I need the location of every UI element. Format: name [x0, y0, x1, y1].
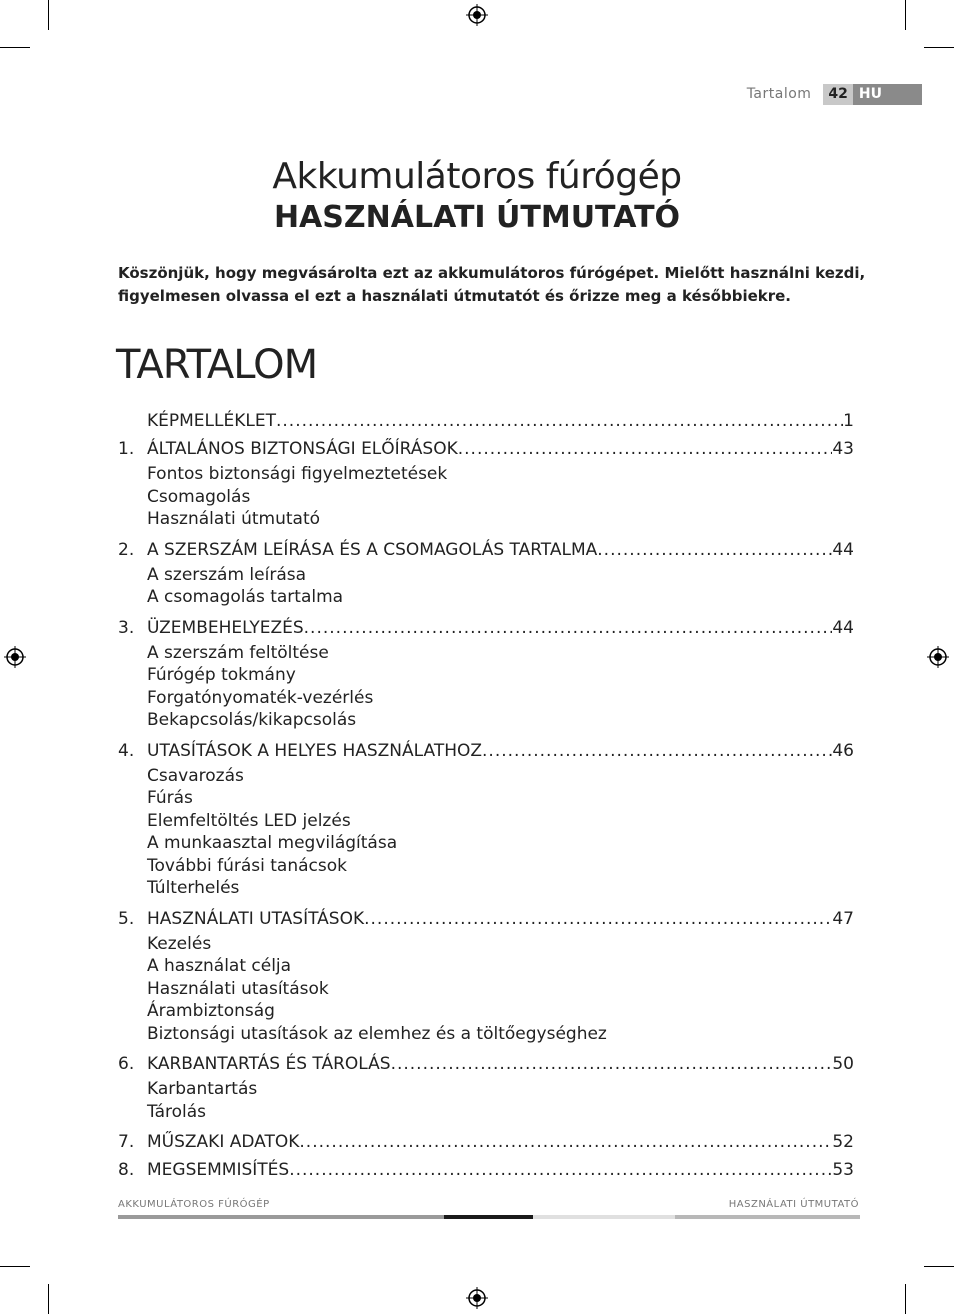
toc-label: ÜZEMBEHELYEZÉS [147, 617, 304, 638]
toc-dot-leader [482, 737, 832, 765]
toc-number: 7. [118, 1132, 135, 1152]
toc-page-number: 1 [843, 411, 854, 431]
toc-main-line[interactable] [118, 1128, 854, 1156]
crop-mark [924, 1266, 954, 1267]
toc-label: MEGSEMMISÍTÉS [147, 1160, 290, 1180]
toc-subentry[interactable]: Elemfeltöltés LED jelzés [147, 810, 351, 831]
toc-main-line[interactable] [118, 737, 854, 765]
toc-label: KÉPMELLÉKLET [147, 411, 276, 431]
toc-main-line[interactable] [118, 1050, 854, 1078]
toc-main-line[interactable] [118, 1156, 854, 1184]
toc-subentry[interactable]: Forgatónyomaték-vezérlés [147, 687, 374, 708]
toc-label: HASZNÁLATI UTASÍTÁSOK [147, 908, 365, 929]
toc-label: A SZERSZÁM LEÍRÁSA ÉS A CSOMAGOLÁS TARTALMA [147, 539, 598, 560]
toc-page-number: 43 [832, 439, 854, 459]
footer-bar-segment [533, 1215, 675, 1219]
toc-dot-leader [304, 614, 833, 642]
page-header-tab [747, 84, 922, 105]
language-badge: HU [853, 84, 922, 105]
toc-subentry[interactable]: Tárolás [147, 1101, 207, 1122]
toc-main-line[interactable] [118, 435, 854, 463]
toc-subentry[interactable]: Karbantartás [147, 1079, 258, 1099]
toc-subentry[interactable]: További fúrási tanácsok [147, 855, 347, 876]
toc-entry [118, 614, 854, 732]
toc-dot-leader [289, 1156, 832, 1184]
toc-heading: TARTALOM [116, 342, 318, 388]
toc-page-number: 44 [832, 539, 854, 560]
toc-main-line[interactable] [118, 614, 854, 642]
toc-number: 5. [118, 908, 135, 929]
toc-main-line[interactable] [118, 536, 854, 564]
toc-subentry[interactable]: A használat célja [147, 956, 292, 976]
toc-subentry[interactable]: Fúrás [147, 788, 193, 808]
toc-number: 6. [118, 1054, 135, 1074]
toc-dot-leader [458, 435, 833, 463]
toc-dot-leader [276, 407, 843, 435]
toc-entry [118, 737, 854, 900]
toc-number: 2. [118, 539, 135, 560]
crop-mark [48, 0, 49, 30]
toc-subentry[interactable]: Használati útmutató [147, 509, 321, 529]
crop-mark [905, 1284, 906, 1314]
toc-subentry[interactable]: Biztonsági utasítások az elemhez és a töltőegységhez [147, 1023, 607, 1044]
crop-mark [48, 1284, 49, 1314]
registration-mark-icon [466, 1287, 488, 1309]
toc-entry [118, 1156, 854, 1184]
footer-right-text: HASZNÁLATI ÚTMUTATÓ [728, 1199, 859, 1210]
toc-entry [118, 1050, 854, 1123]
toc-number: 1. [118, 439, 135, 459]
crop-mark [905, 0, 906, 30]
toc-number: 8. [118, 1160, 135, 1180]
footer-left-text: AKKUMULÁTOROS FÚRÓGÉP [118, 1199, 270, 1210]
toc-dot-leader [391, 1050, 833, 1078]
toc-main-line[interactable] [118, 407, 854, 435]
toc-subentry[interactable]: Árambiztonság [147, 1001, 275, 1021]
toc-number: 3. [118, 617, 135, 638]
toc-entry [118, 1128, 854, 1156]
footer-bar-segment [118, 1215, 444, 1219]
toc-label: MŰSZAKI ADATOK [147, 1132, 300, 1152]
header-section-label: Tartalom [746, 86, 812, 102]
registration-mark-icon [927, 646, 949, 668]
toc-number: 4. [118, 740, 135, 761]
document-subtitle: HASZNÁLATI ÚTMUTATÓ [273, 200, 681, 235]
toc-page-number: 52 [832, 1132, 854, 1152]
crop-mark [0, 1266, 30, 1267]
registration-mark-icon [4, 646, 26, 668]
toc-label: KARBANTARTÁS ÉS TÁROLÁS [147, 1054, 391, 1074]
toc-dot-leader [364, 905, 832, 933]
document-title: Akkumulátoros fúrógép [272, 156, 682, 197]
toc-subentry[interactable]: A csomagolás tartalma [147, 587, 344, 607]
toc-label: ÁLTALÁNOS BIZTONSÁGI ELŐÍRÁSOK [147, 439, 458, 459]
toc-subentry[interactable]: Túlterhelés [147, 878, 240, 898]
toc-page-number: 44 [832, 617, 854, 638]
footer-bar-segment [444, 1215, 533, 1219]
toc-main-line[interactable] [118, 905, 854, 933]
footer-bar-segment [675, 1215, 860, 1219]
toc-page-number: 47 [832, 908, 854, 929]
toc-page-number: 53 [832, 1160, 854, 1180]
intro-paragraph: Köszönjük, hogy megvásárolta ezt az akkumulátoros fúrógépet. Mielőtt használni kezdi, figyelmesen olvassa el ezt a használati útmutatót és őrizze meg a későbbiekre. [118, 264, 866, 305]
toc-subentry[interactable]: Kezelés [147, 933, 212, 954]
toc-entry [118, 435, 854, 531]
toc-subentry[interactable]: Fúrógép tokmány [147, 665, 296, 685]
toc-subentry[interactable]: Bekapcsolás/kikapcsolás [147, 710, 357, 730]
toc-subentry[interactable]: Használati utasítások [147, 978, 329, 999]
crop-mark [924, 47, 954, 48]
toc-entry [118, 905, 854, 1046]
toc-subentry[interactable]: A munkaasztal megvilágítása [147, 833, 398, 853]
toc-page-number: 46 [832, 740, 854, 761]
toc-dot-leader [597, 536, 832, 564]
toc-entry [118, 407, 854, 435]
crop-mark [0, 47, 30, 48]
page-number: 42 [823, 84, 852, 105]
toc-subentry[interactable]: Csavarozás [147, 765, 244, 786]
toc-dot-leader [299, 1128, 832, 1156]
toc-entry [118, 536, 854, 609]
registration-mark-icon [466, 4, 488, 26]
toc-page-number: 50 [832, 1054, 854, 1074]
table-of-contents [118, 407, 854, 1184]
toc-subentry[interactable]: Fontos biztonsági figyelmeztetések [147, 464, 448, 484]
toc-label: UTASÍTÁSOK A HELYES HASZNÁLATHOZ [147, 740, 483, 761]
toc-subentry[interactable]: Csomagolás [147, 486, 251, 507]
toc-subentry[interactable]: A szerszám leírása [147, 564, 307, 585]
toc-subentry[interactable]: A szerszám feltöltése [147, 642, 329, 663]
